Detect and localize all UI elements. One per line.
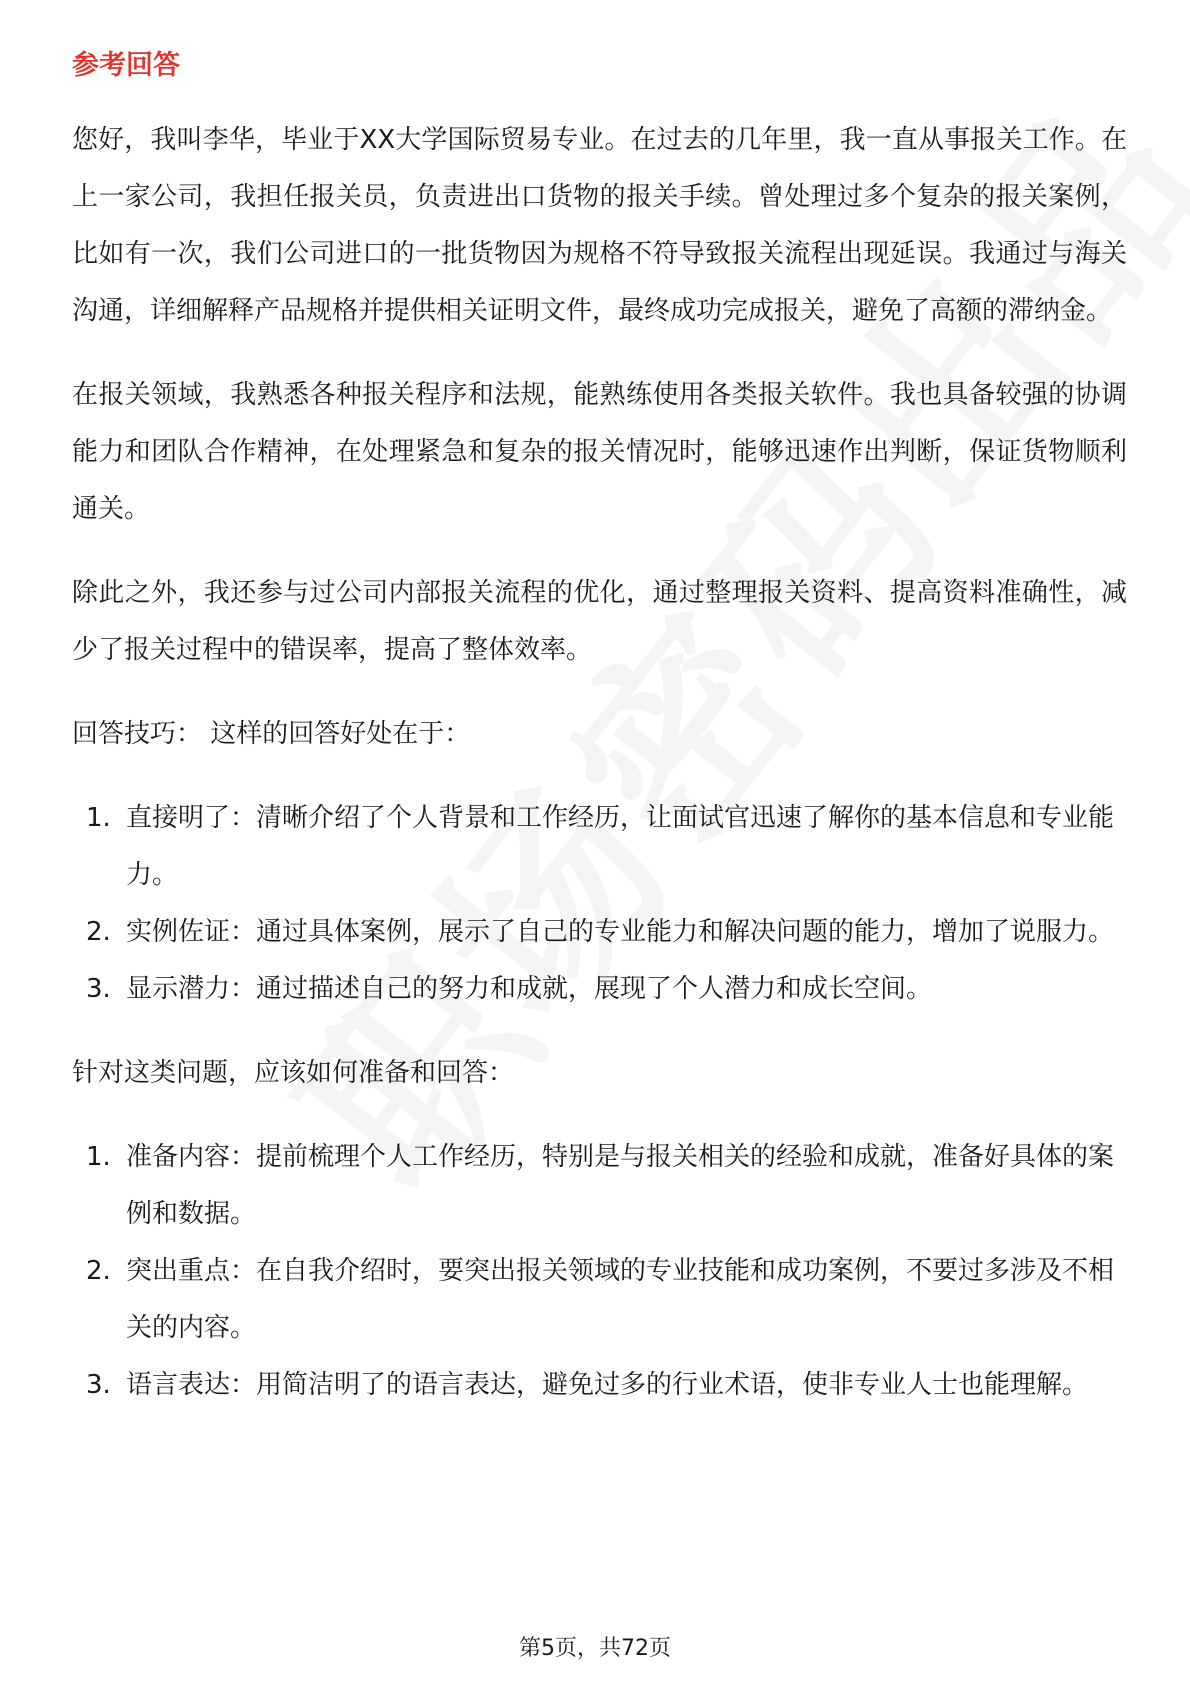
list-item [72, 1243, 1127, 1357]
list-item-number: 1. [86, 803, 111, 833]
prep-list [72, 1129, 1127, 1414]
list-item-text: 突出重点：在自我介绍时，要突出报关领域的专业技能和成功案例，不要过多涉及不相关的内容。 [126, 1256, 1115, 1343]
answer-paragraph-3: 除此之外，我还参与过公司内部报关流程的优化，通过整理报关资料、提高资料准确性，减少了报关过程中的错误率，提高了整体效率。 [72, 578, 1127, 665]
answer-paragraph-1: 您好，我叫李华，毕业于XX大学国际贸易专业。在过去的几年里，我一直从事报关工作。在上一家公司，我担任报关员，负责进出口货物的报关手续。曾处理过多个复杂的报关案例，比如有一次，我们公司进口的一批货物因为规格不符导致报关流程出现延误。我通过与海关沟通，详细解释产品规格并提供相关证明文件，最终成功完成报关，避免了高额的滞纳金。 [72, 125, 1127, 326]
tips-heading: 回答技巧： 这样的回答好处在于： [72, 719, 471, 749]
list-item-number: 3. [86, 1370, 111, 1400]
section-title: 参考回答 [72, 50, 180, 81]
list-item [72, 904, 1127, 961]
answer-paragraph-2: 在报关领域，我熟悉各种报关程序和法规，能熟练使用各类报关软件。我也具备较强的协调能力和团队合作精神，在处理紧急和复杂的报关情况时，能够迅速作出判断，保证货物顺利通关。 [72, 380, 1127, 524]
list-item-number: 1. [86, 1142, 111, 1172]
list-item [72, 1129, 1127, 1243]
list-item-text: 实例佐证：通过具体案例，展示了自己的专业能力和解决问题的能力，增加了说服力。 [126, 917, 1115, 947]
list-item-text: 准备内容：提前梳理个人工作经历，特别是与报关相关的经验和成就，准备好具体的案例和数据。 [126, 1142, 1115, 1229]
tips-list [72, 790, 1127, 1018]
list-item [72, 961, 1127, 1018]
list-item-number: 2. [86, 917, 111, 947]
page-content [72, 46, 1127, 1441]
list-item-text: 语言表达：用简洁明了的语言表达，避免过多的行业术语，使非专业人士也能理解。 [126, 1370, 1089, 1400]
page-number-footer: 第5页，共72页 [519, 1636, 671, 1661]
list-item [72, 1357, 1127, 1414]
prep-heading: 针对这类问题，应该如何准备和回答： [72, 1058, 515, 1088]
list-item-text: 显示潜力：通过描述自己的努力和成就，展现了个人潜力和成长空间。 [126, 974, 933, 1004]
list-item-text: 直接明了：清晰介绍了个人背景和工作经历，让面试官迅速了解你的基本信息和专业能力。 [126, 803, 1115, 890]
list-item [72, 790, 1127, 904]
list-item-number: 2. [86, 1256, 111, 1286]
list-item-number: 3. [86, 974, 111, 1004]
